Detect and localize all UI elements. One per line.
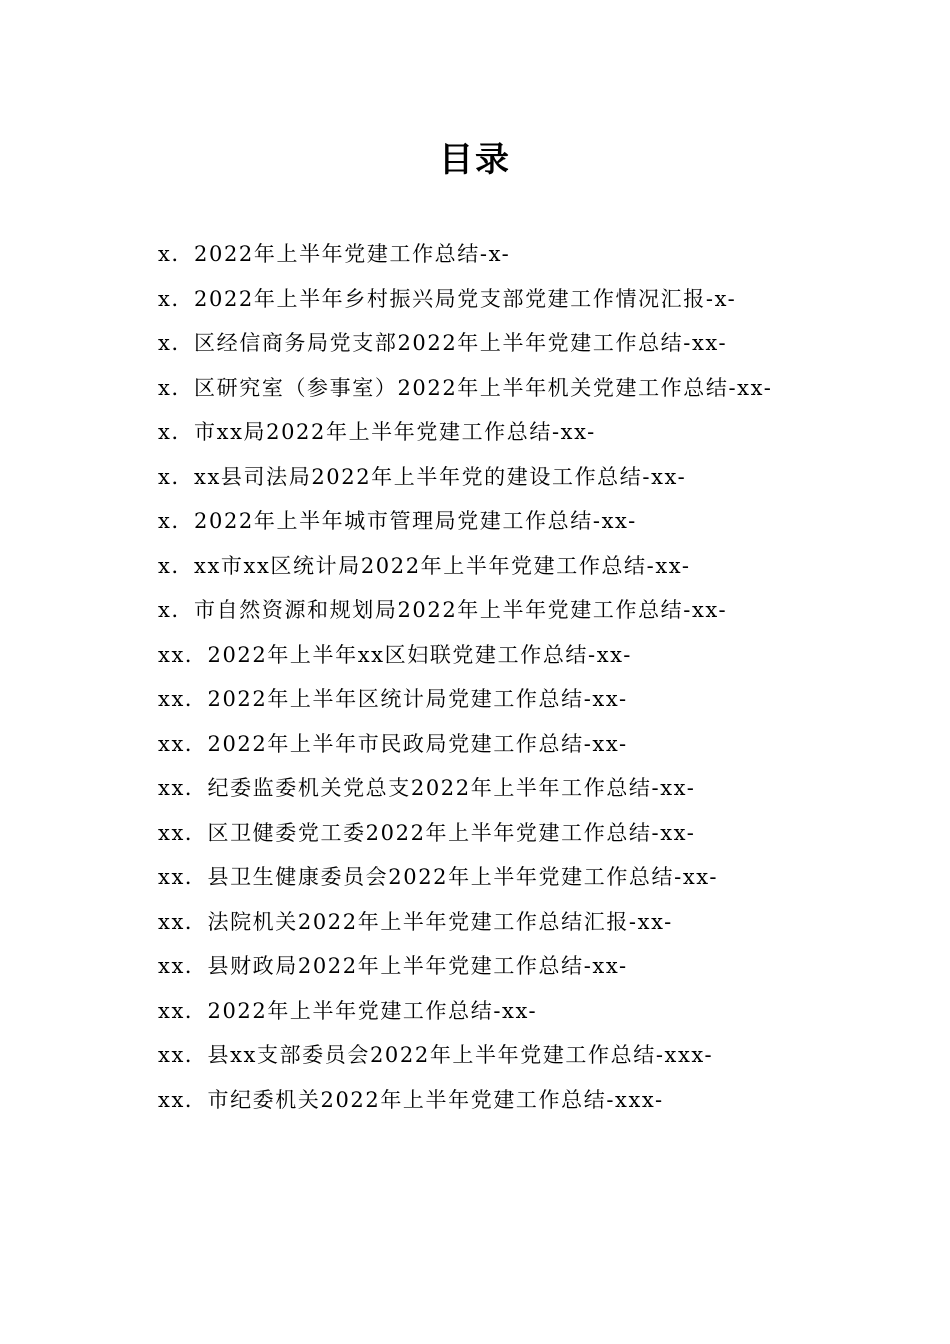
toc-entry-18[interactable]: xx．2022年上半年党建工作总结-xx- [158,998,538,1023]
toc-entry-13[interactable]: xx．纪委监委机关党总支2022年上半年工作总结-xx- [158,776,696,800]
toc-entry-15[interactable]: xx．县卫生健康委员会2022年上半年党建工作总结-xx- [158,865,719,889]
toc-entry-9[interactable]: x．市自然资源和规划局2022年上半年党建工作总结-xx- [158,598,728,622]
toc-entry-5[interactable]: x．市xx局2022年上半年党建工作总结-xx- [158,420,596,444]
toc-entry-7[interactable]: x．2022年上半年城市管理局党建工作总结-xx- [158,509,637,533]
toc-entry-16[interactable]: xx．法院机关2022年上半年党建工作总结汇报-xx- [158,909,673,934]
toc-entry-4[interactable]: x．区研究室（参事室）2022年上半年机关党建工作总结-xx- [158,375,773,400]
toc-entry-19[interactable]: xx．县xx支部委员会2022年上半年党建工作总结-xxx- [158,1043,714,1067]
toc-entry-6[interactable]: x．xx县司法局2022年上半年党的建设工作总结-xx- [158,464,687,489]
toc-entry-12[interactable]: xx．2022年上半年市民政局党建工作总结-xx- [158,731,628,756]
toc-entry-2[interactable]: x．2022年上半年乡村振兴局党支部党建工作情况汇报-x- [158,286,737,311]
toc-entry-8[interactable]: x．xx市xx区统计局2022年上半年党建工作总结-xx- [158,553,691,578]
page-title: 目录 [439,140,511,180]
toc-entry-11[interactable]: xx．2022年上半年区统计局党建工作总结-xx- [158,687,628,711]
toc-entry-20[interactable]: xx．市纪委机关2022年上半年党建工作总结-xxx- [158,1087,664,1112]
toc-entry-14[interactable]: xx．区卫健委党工委2022年上半年党建工作总结-xx- [158,820,696,845]
toc-entry-3[interactable]: x．区经信商务局党支部2022年上半年党建工作总结-xx- [158,331,728,355]
table-of-contents [118,232,830,1122]
toc-entry-10[interactable]: xx．2022年上半年xx区妇联党建工作总结-xx- [158,642,632,667]
toc-entry-1[interactable]: x．2022年上半年党建工作总结-x- [158,242,511,266]
toc-entry-17[interactable]: xx．县财政局2022年上半年党建工作总结-xx- [158,954,628,978]
